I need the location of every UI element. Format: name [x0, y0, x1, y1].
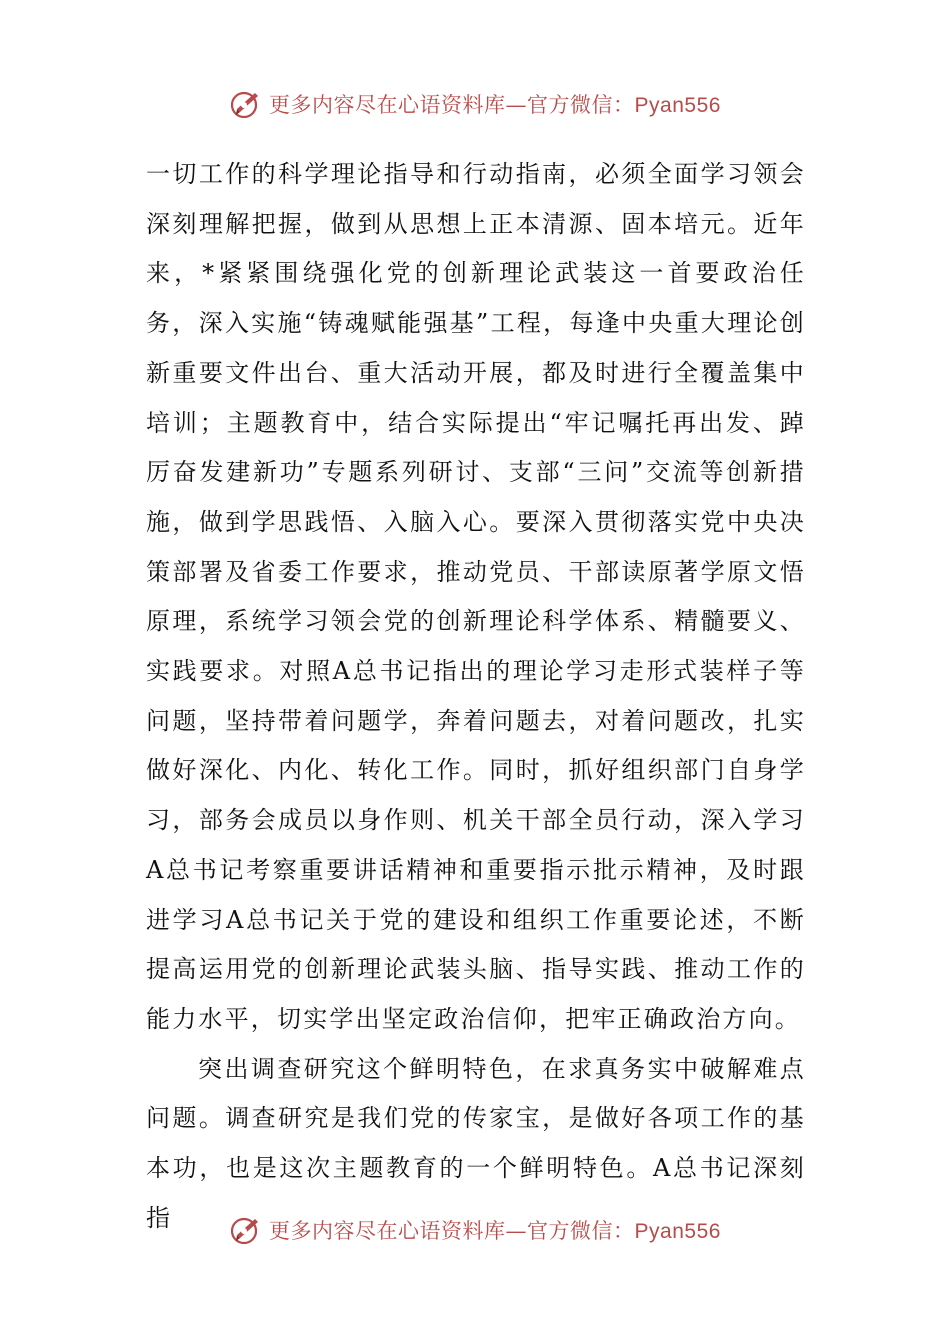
header-banner-text: [269, 89, 721, 119]
footer-banner: [0, 1210, 950, 1250]
body-paragraph-2: 突出调查研究这个鲜明特色，在求真务实中破解难点问题。调查研究是我们党的传家宝，是做好各项工作的基本功，也是这次主题教育的一个鲜明特色。A总书记深刻指: [146, 1054, 806, 1232]
footer-banner-label: 更多内容尽在心语资料库—官方微信：: [269, 1219, 635, 1243]
footer-banner-text: [269, 1215, 721, 1245]
footer-wechat-id: Pyan556: [634, 1220, 721, 1243]
header-banner: [0, 84, 950, 124]
document-body: [146, 150, 806, 1243]
header-banner-label: 更多内容尽在心语资料库—官方微信：: [269, 93, 635, 117]
quill-seal-icon: [229, 87, 263, 121]
quill-seal-icon: [229, 1213, 263, 1247]
body-paragraph-1: 一切工作的科学理论指导和行动指南，必须全面学习领会深刻理解把握，做到从思想上正本清源、固本培元。近年来，*紧紧围绕强化党的创新理论武装这一首要政治任务，深入实施“铸魂赋能强基”工程，每逢中央重大理论创新重要文件出台、重大活动开展，都及时进行全覆盖集中培训；主题教育中，结合实际提出“牢记嘱托再出发、踔厉奋发建新功”专题系列研讨、支部“三问”交流等创新措施，做到学思践悟、入脑入心。要深入贯彻落实党中央决策部署及省委工作要求，推动党员、干部读原著学原文悟原理，系统学习领会党的创新理论科学体系、精髓要义、实践要求。对照A总书记指出的理论学习走形式装样子等问题，坚持带着问题学，奔着问题去，对着问题改，扎实做好深化、内化、转化工作。同时，抓好组织部门自身学习，部务会成员以身作则、机关干部全员行动，深入学习A总书记考察重要讲话精神和重要指示批示精神，及时跟进学习A总书记关于党的建设和组织工作重要论述，不断提高运用党的创新理论武装头脑、指导实践、推动工作的能力水平，切实学出坚定政治信仰，把牢正确政治方向。: [146, 160, 806, 1033]
header-wechat-id: Pyan556: [634, 94, 721, 117]
